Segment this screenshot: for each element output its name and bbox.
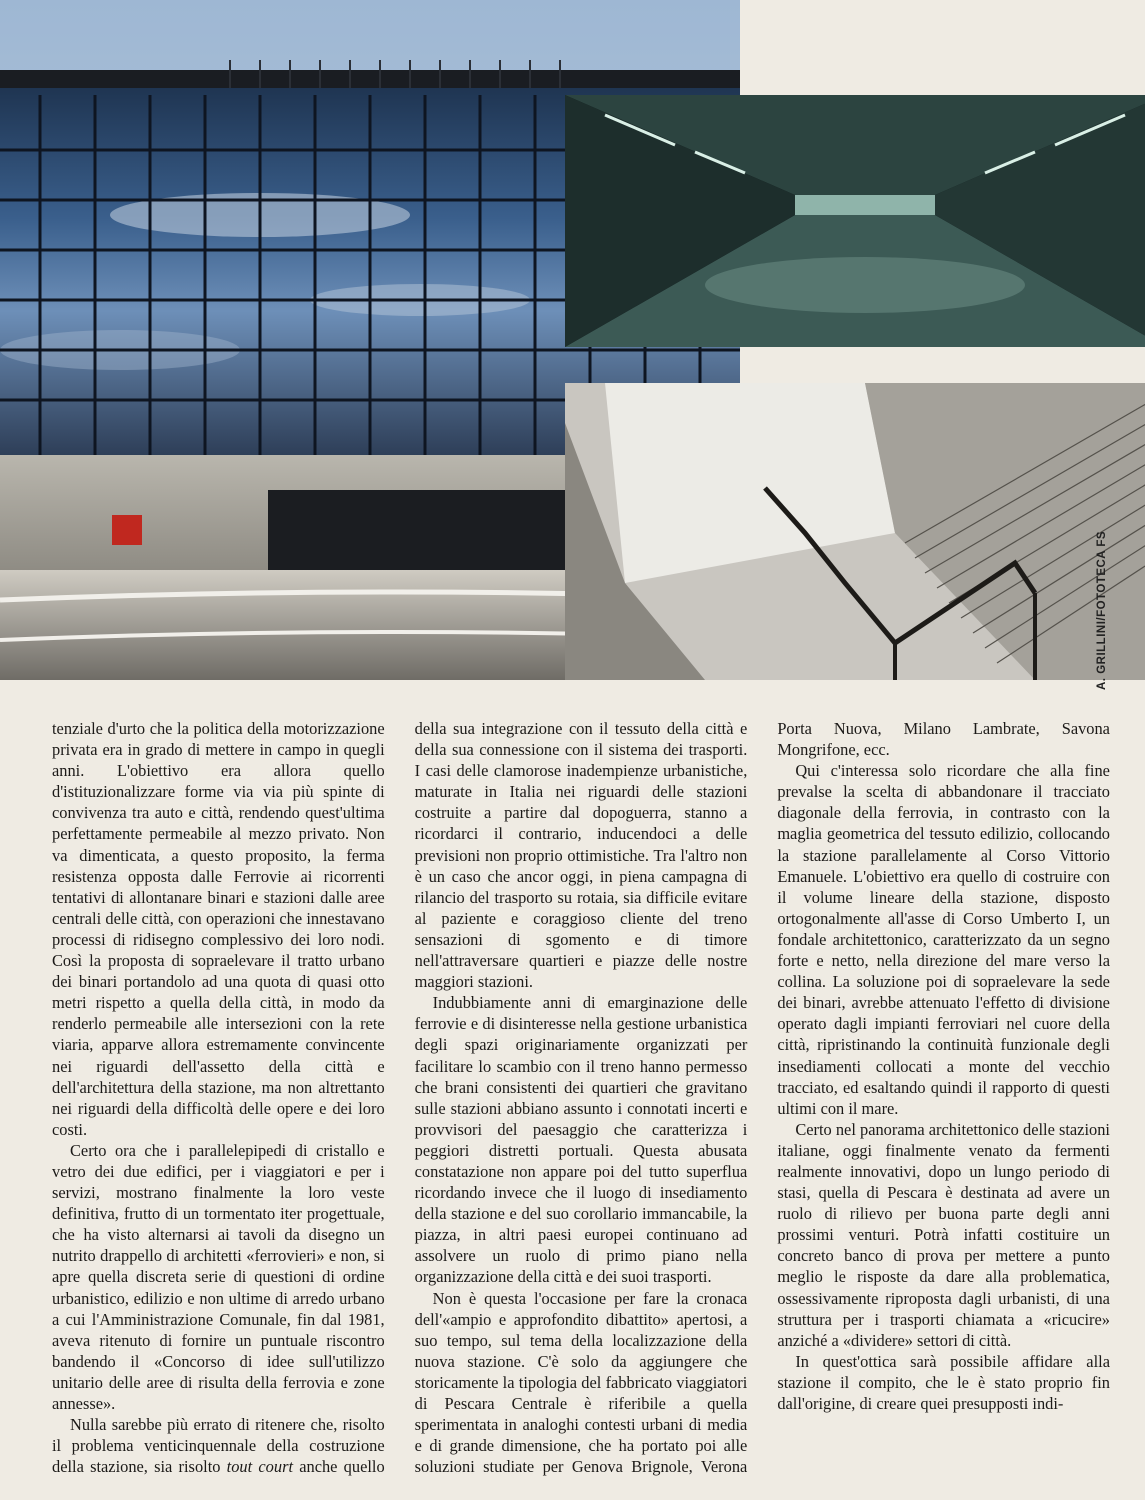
article-paragraph: Indubbiamente anni di emarginazione delle ferrovie e di disinteresse nella gestione urbanistica degli spazi originariamente organizzati per facilitare lo scambio con il treno hanno permesso che brani consistenti dei quartieri che gravitano sulle stazioni abbiano assunto i connotati incerti e provvisori del paesaggio che caratterizza i peggiori distretti portuali. Questa abusata constatazione non appare poi del tutto superflua ricordando invece che il luogo di insediamento della stazione e del suo corollario immancabile, la piazza, in altri paesi europei continuano ad assolvere un ruolo di primo piano nella organizzazione della città e dei suoi trasporti.	[414, 993, 748, 1287]
article-paragraph: Certo nel panorama architettonico delle stazioni italiane, oggi finalmente venato da fermenti realmente innovativi, dopo un lungo periodo di stasi, quella di Pescara è destinata ad avere un ruolo di rilievo per buona parte degli anni prossimi venturi. Potrà infatti costituire un concreto banco di prova per mettere a punto meglio le risposte da dare alla problematica, ossessivamente riproposta dagli urbanisti, di una struttura per i trasporti chiamata a «ricucire» anziché a «dividere» settori di città.	[777, 1119, 1110, 1350]
article-paragraph: In quest'ottica sarà possibile affidare alla stazione il compito, che le è stato proprio fin dall'origine, di creare quei presupposti indi-	[777, 1351, 1110, 1413]
corridor-photo	[565, 95, 1145, 347]
article-paragraph: Qui c'interessa solo ricordare che alla fine prevalse la scelta di abbandonare il tracciato diagonale della ferrovia, in contrasto con la maglia geometrica del tessuto edilizio, collocando la stazione parallelamente al Corso Vittorio Emanuele. L'obiettivo era quello di costruire con il volume lineare della stazione, disposto ortogonalmente all'asse di Corso Umberto I, un fondale architettonico, caratterizzato da un segno forte e netto, nella direzione del mare verso la collina. La soluzione poi di sopraelevare la sede dei binari, avrebbe attenuato l'effetto di divisione operato dagli impianti ferroviari nel cuore della città, ripristinando la continuità funzionale degli insediamenti collocati a monte del vecchio tracciato, ed esaltando quindi il rapporto di questi ultimi con il mare.	[777, 761, 1110, 1118]
article-body	[52, 718, 1110, 1493]
italic-phrase: tout court	[226, 1457, 293, 1477]
stairs-photo	[565, 383, 1145, 680]
article-paragraph: Certo ora che i parallelepipedi di cristallo e vetro dei due edifici, per i viaggiatori e per i servizi, mostrano finalmente la loro veste definitiva, frutto di un tormentato iter progettuale, che ha visto alternarsi ai tavoli da disegno un nutrito drappello di architetti «ferrovieri» e non, si apre quella discreta serie di questioni di ordine urbanistico, edilizio e non ultime di arredo urbano a cui l'Amministrazione Comunale, fin dal 1981, aveva ritenuto di fornire un puntuale riscontro bandendo il «Concorso di idee sull'utilizzo unitario delle aree di risulta della ferrovia e zone annesse».	[52, 1140, 385, 1413]
article-paragraph: tenziale d'urto che la politica della motorizzazione privata era in grado di mettere in campo in quegli anni. L'obiettivo era allora quello d'istituzionalizzare forme via via più spinte di convivenza tra auto e città, rendendo quest'ultima perfettamente permeabile al mezzo privato. Non va dimenticata, a questo proposito, la ferma resistenza opposta dalle Ferrovie ai ricorrenti tentativi di allontanare binari e stazioni dalle aree centrali delle città, con operazioni che innestavano processi di ridisegno complessivo dei loro nodi. Così la proposta di sopraelevare il tratto urbano dei binari portandolo ad una quota di quasi otto metri rispetto a quella della città, in modo da renderlo permeabile alle intersezioni con la rete viaria, apparve allora estremamente convincente nei riguardi dell'assetto della città e dell'architettura della stazione, ma non altrettanto nei riguardi della difficoltà delle opere e dei loro costi.	[52, 719, 385, 1139]
article-paragraph: Nulla sarebbe più errato di ritenere che, risolto il problema venticinquennale della costruzione della stazione, sia risolto tout court anche quello della sua integrazione con il tessuto della città e della sua connessione con il sistema dei trasporti. I casi delle clamorose inadempienze urbanistiche, maturate in Italia nei riguardi delle stazioni costruite a partire dal dopoguerra, stanno a ricordarci il contrario, inducendoci a delle previsioni non proprio ottimistiche. Tra l'altro non è un caso che ancor oggi, in piena campagna di rilancio del trasporto su rotaia, sia difficile evitare al paziente e coraggioso cliente del treno sensazioni di sgomento e di timore nell'attraversare quartieri e piazze delle nostre maggiori stazioni.	[52, 719, 748, 1477]
article-paragraph: Non è questa l'occasione per fare la cronaca dell'«ampio e approfondito dibattito» apertosi, a suo tempo, sul tema della localizzazione della nuova stazione. C'è solo da aggiungere che storicamente la tipologia del fabbricato viaggiatori di Pescara Centrale è riferibile a quella sperimentata in analoghi contesti urbani di media e di grande dimensione, che ha portato poi alle soluzioni studiate per Genova Brignole, Verona Porta Nuova, Milano Lambrate, Savona Mongrifone, ecc.	[414, 719, 1110, 1477]
